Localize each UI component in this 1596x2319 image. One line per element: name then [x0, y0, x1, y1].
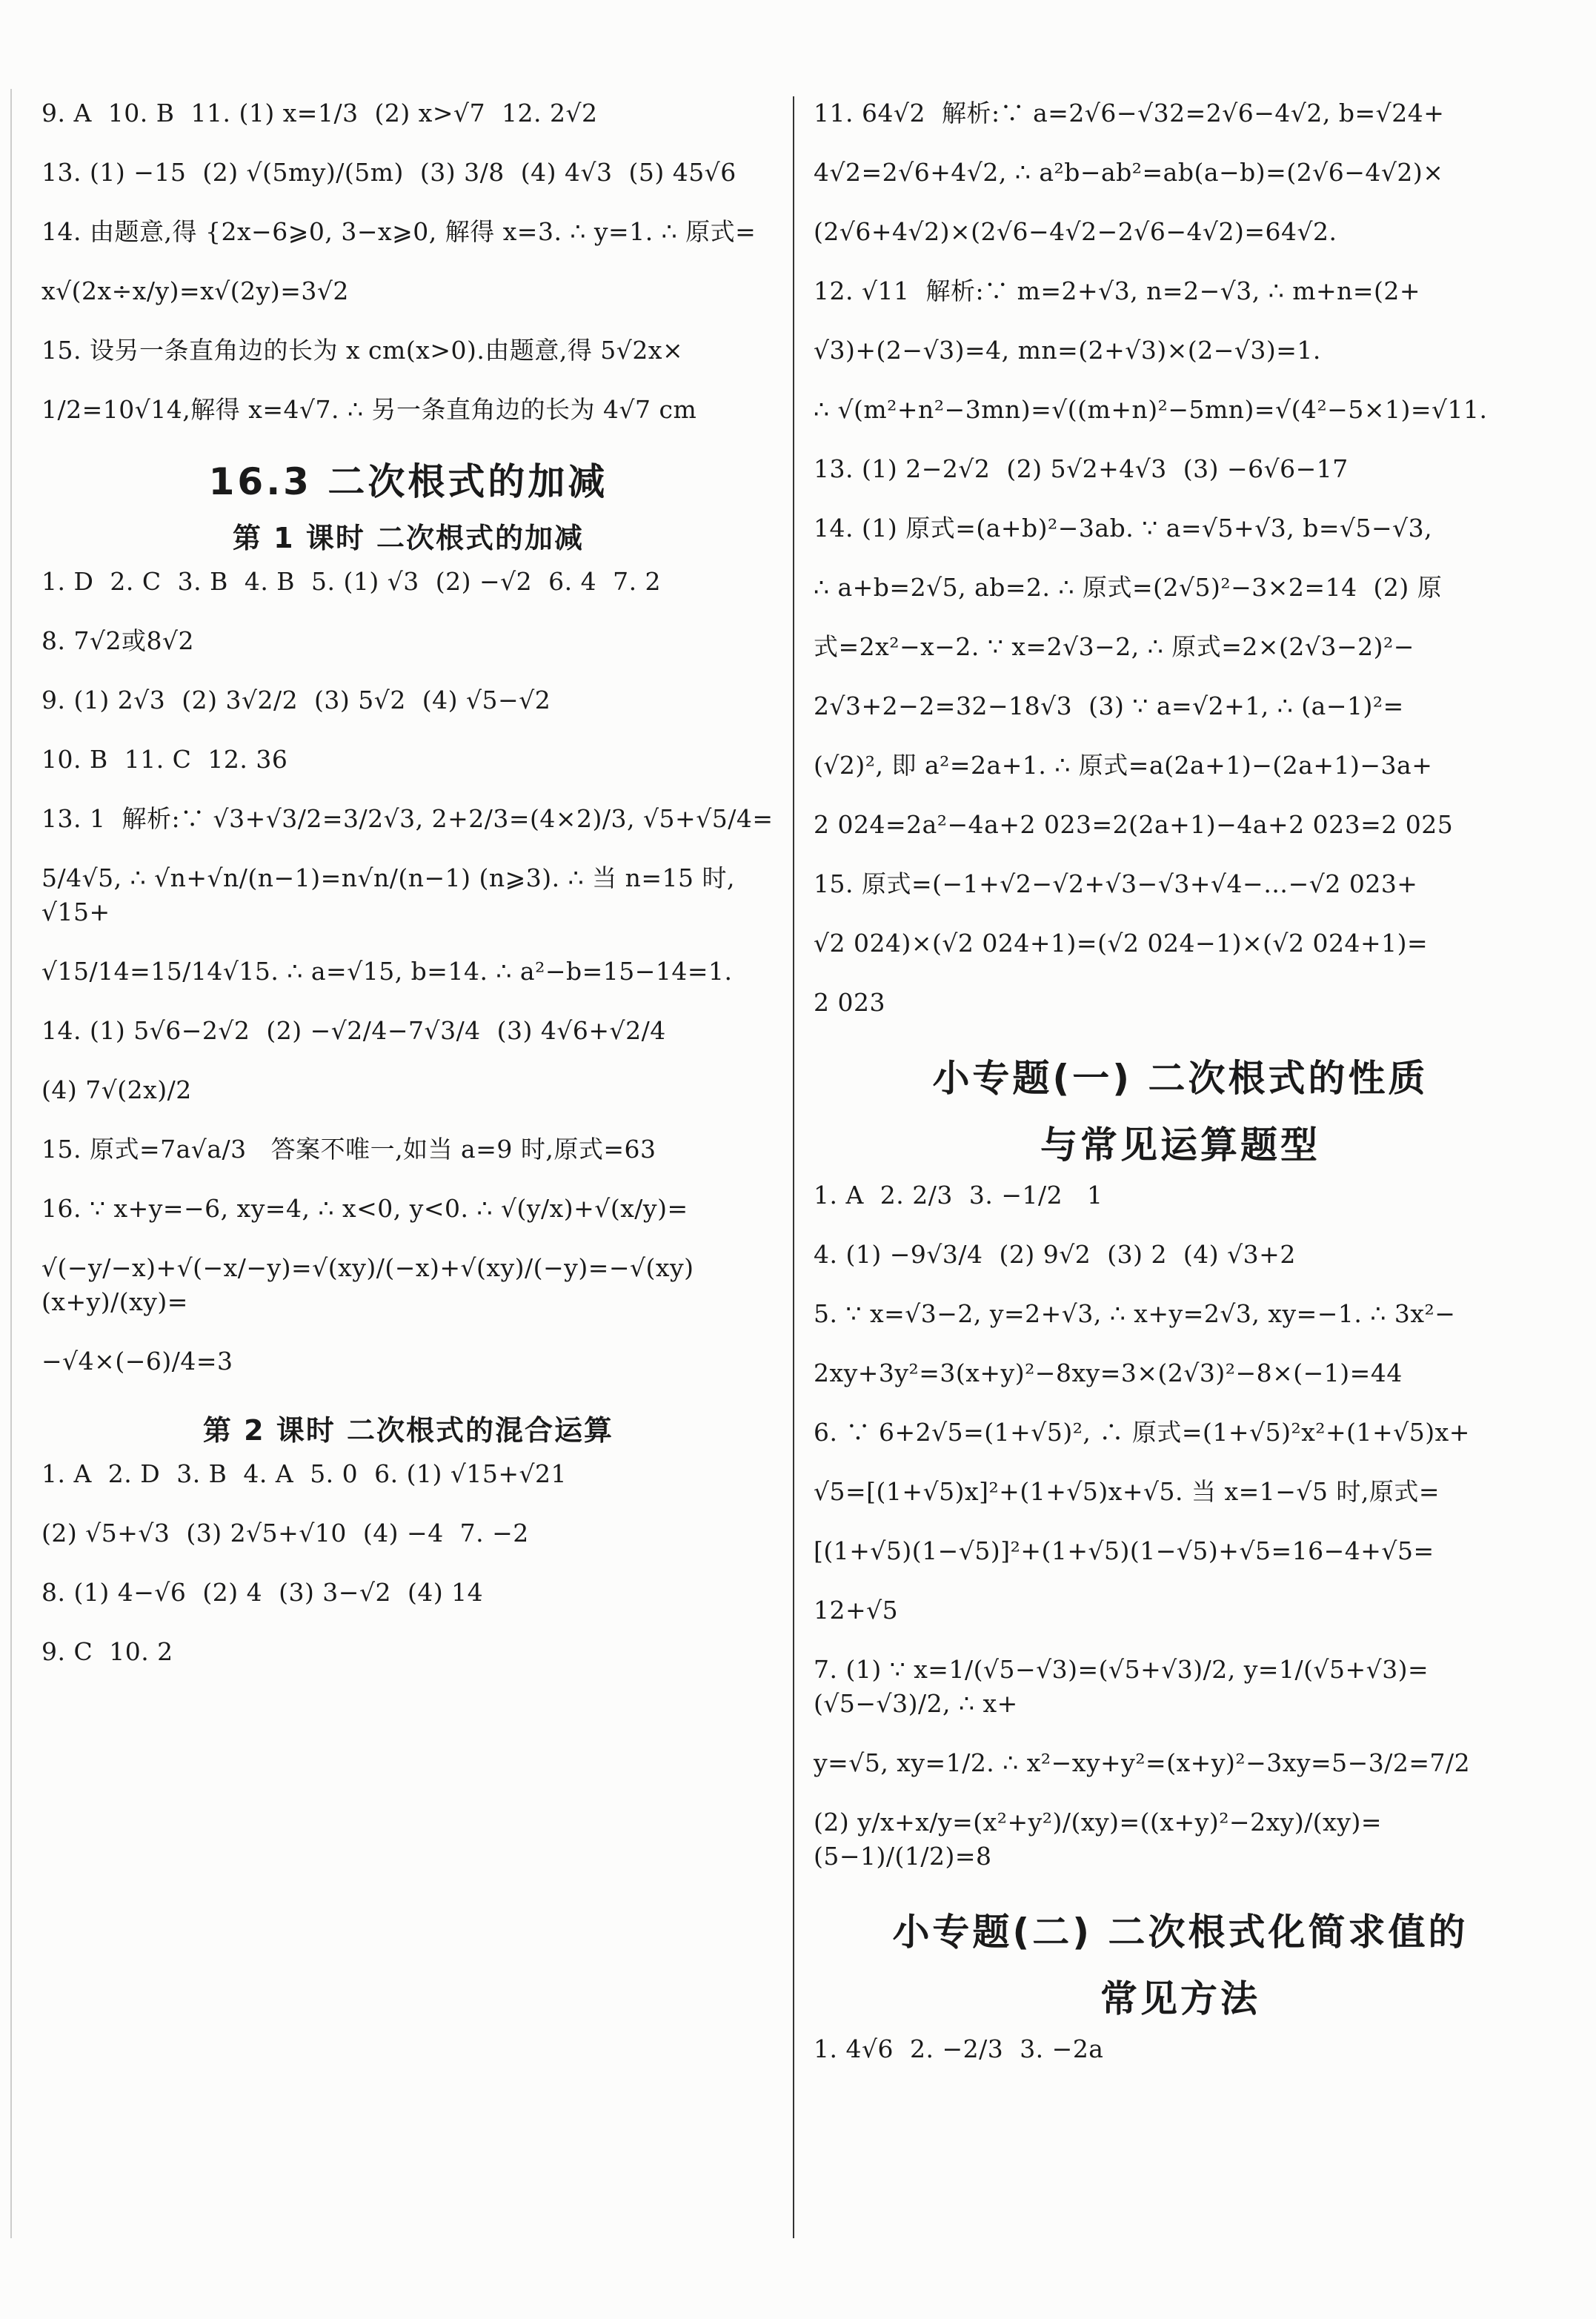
lesson-title: 第 2 课时 二次根式的混合运算 [202, 1414, 614, 1447]
topic-title: 常见方法 [1100, 1977, 1260, 2020]
answer-line: √(−y/−x)+√(−x/−y)=√(xy)/(−x)+√(xy)/(−y)=−√(xy)(x+y)/(xy)= [41, 1253, 694, 1316]
answer-line: 13. 1 解析:∵ √3+√3/2=3/2√3, 2+2/3=(4×2)/3, √5+√5/4= [41, 804, 774, 833]
answer-line: √2 024)×(√2 024+1)=(√2 024−1)×(√2 024+1)= [814, 929, 1429, 958]
answer-line: 14. (1) 原式=(a+b)²−3ab. ∵ a=√5+√3, b=√5−√3, [814, 514, 1433, 543]
topic-title: 与常见运算题型 [1040, 1124, 1320, 1167]
section-title: 16.3 二次根式的加减 [208, 460, 608, 503]
answer-line: 14. (1) 5√6−2√2 (2) −√2/4−7√3/4 (3) 4√6+√2/4 [41, 1016, 666, 1045]
answer-line: 11. 64√2 解析:∵ a=2√6−√32=2√6−4√2, b=√24+ [814, 99, 1445, 127]
answer-line: 1. A 2. 2/3 3. −1/2 1 [814, 1181, 1103, 1210]
answer-line: (2√6+4√2)×(2√6−4√2−2√6−4√2)=64√2. [814, 217, 1337, 246]
answer-line: 8. (1) 4−√6 (2) 4 (3) 3−√2 (4) 14 [41, 1578, 484, 1607]
answer-line: [(1+√5)(1−√5)]²+(1+√5)(1−√5)+√5=16−4+√5= [814, 1536, 1434, 1565]
answer-line: ∴ a+b=2√5, ab=2. ∴ 原式=(2√5)²−3×2=14 (2) 原 [814, 573, 1443, 602]
column-divider [793, 96, 794, 2238]
answer-line: 7. (1) ∵ x=1/(√5−√3)=(√5+√3)/2, y=1/(√5+√3)=(√5−√3)/2, ∴ x+ [814, 1655, 1429, 1718]
left-column [41, 96, 775, 1669]
lesson-title: 第 1 课时 二次根式的加减 [232, 522, 585, 554]
answer-line: 15. 原式=7a√a/3 答案不唯一,如当 a=9 时,原式=63 [41, 1135, 656, 1164]
answer-line: 9. C 10. 2 [41, 1637, 173, 1666]
answer-line: 13. (1) −15 (2) √(5my)/(5m) (3) 3/8 (4) 4√3 (5) 45√6 [41, 158, 737, 187]
answer-line: 2 023 [814, 988, 885, 1017]
answer-line: 16. ∵ x+y=−6, xy=4, ∴ x<0, y<0. ∴ √(y/x)+√(x/y)= [41, 1194, 688, 1223]
answer-line: 9. A 10. B 11. (1) x=1/3 (2) x>√7 12. 2√2 [41, 99, 598, 127]
answer-line: 4√2=2√6+4√2, ∴ a²b−ab²=ab(a−b)=(2√6−4√2)× [814, 158, 1444, 187]
answer-line: 2 024=2a²−4a+2 023=2(2a+1)−4a+2 023=2 025 [814, 810, 1454, 839]
answer-line: 6. ∵ 6+2√5=(1+√5)², ∴ 原式=(1+√5)²x²+(1+√5)x+ [814, 1418, 1470, 1447]
answer-line: y=√5, xy=1/2. ∴ x²−xy+y²=(x+y)²−3xy=5−3/2=7/2 [814, 1748, 1471, 1777]
answer-line: √15/14=15/14√15. ∴ a=√15, b=14. ∴ a²−b=15−14=1. [41, 957, 733, 986]
answer-line: (2) √5+√3 (3) 2√5+√10 (4) −4 7. −2 [41, 1519, 529, 1547]
answer-line: (2) y/x+x/y=(x²+y²)/(xy)=((x+y)²−2xy)/(xy)=(5−1)/(1/2)=8 [814, 1808, 1382, 1871]
answer-line: 15. 原式=(−1+√2−√2+√3−√3+√4−…−√2 023+ [814, 869, 1418, 898]
answer-line: 12+√5 [814, 1596, 899, 1625]
answer-line: 1. D 2. C 3. B 4. B 5. (1) √3 (2) −√2 6. 4 7. 2 [41, 567, 662, 596]
topic-title: 小专题(二) 二次根式化简求值的 [892, 1911, 1469, 1954]
answer-line: 1/2=10√14,解得 x=4√7. ∴ 另一条直角边的长为 4√7 cm [41, 395, 697, 424]
answer-line: 14. 由题意,得 {2x−6⩾0, 3−x⩾0, 解得 x=3. ∴ y=1. ∴ 原式= [41, 217, 757, 246]
answer-line: ∴ √(m²+n²−3mn)=√((m+n)²−5mn)=√(4²−5×1)=√11. [814, 395, 1488, 424]
answer-line: 1. 4√6 2. −2/3 3. −2a [814, 2034, 1104, 2063]
answer-line: (√2)², 即 a²=2a+1. ∴ 原式=a(2a+1)−(2a+1)−3a+ [814, 751, 1433, 780]
answer-line: x√(2x÷x/y)=x√(2y)=3√2 [41, 276, 349, 305]
answer-line: 2xy+3y²=3(x+y)²−8xy=3×(2√3)²−8×(−1)=44 [814, 1358, 1403, 1387]
answer-line: 2√3+2−2=32−18√3 (3) ∵ a=√2+1, ∴ (a−1)²= [814, 691, 1404, 720]
answer-line: 10. B 11. C 12. 36 [41, 745, 288, 774]
answer-line: 12. √11 解析:∵ m=2+√3, n=2−√3, ∴ m+n=(2+ [814, 276, 1421, 305]
right-column [814, 96, 1547, 2066]
page-edge-line [10, 89, 12, 2238]
answer-line: √5=[(1+√5)x]²+(1+√5)x+√5. 当 x=1−√5 时,原式= [814, 1477, 1440, 1506]
answer-line: −√4×(−6)/4=3 [41, 1347, 233, 1376]
answer-line: 4. (1) −9√3/4 (2) 9√2 (3) 2 (4) √3+2 [814, 1240, 1296, 1269]
answer-line: 式=2x²−x−2. ∵ x=2√3−2, ∴ 原式=2×(2√3−2)²− [814, 632, 1414, 661]
answer-line: 9. (1) 2√3 (2) 3√2/2 (3) 5√2 (4) √5−√2 [41, 686, 551, 714]
answer-line: 5. ∵ x=√3−2, y=2+√3, ∴ x+y=2√3, xy=−1. ∴ 3x²− [814, 1299, 1456, 1328]
answer-line: 8. 7√2或8√2 [41, 626, 195, 655]
answer-line: √3)+(2−√3)=4, mn=(2+√3)×(2−√3)=1. [814, 336, 1321, 365]
answer-line: 15. 设另一条直角边的长为 x cm(x>0).由题意,得 5√2x× [41, 336, 684, 365]
answer-line: 5/4√5, ∴ √n+√n/(n−1)=n√n/(n−1) (n⩾3). ∴ 当 n=15 时, √15+ [41, 863, 743, 926]
answer-line: (4) 7√(2x)/2 [41, 1075, 192, 1104]
topic-title: 小专题(一) 二次根式的性质 [932, 1057, 1429, 1100]
answer-line: 1. A 2. D 3. B 4. A 5. 0 6. (1) √15+√21 [41, 1459, 568, 1488]
answer-line: 13. (1) 2−2√2 (2) 5√2+4√3 (3) −6√6−17 [814, 454, 1349, 483]
